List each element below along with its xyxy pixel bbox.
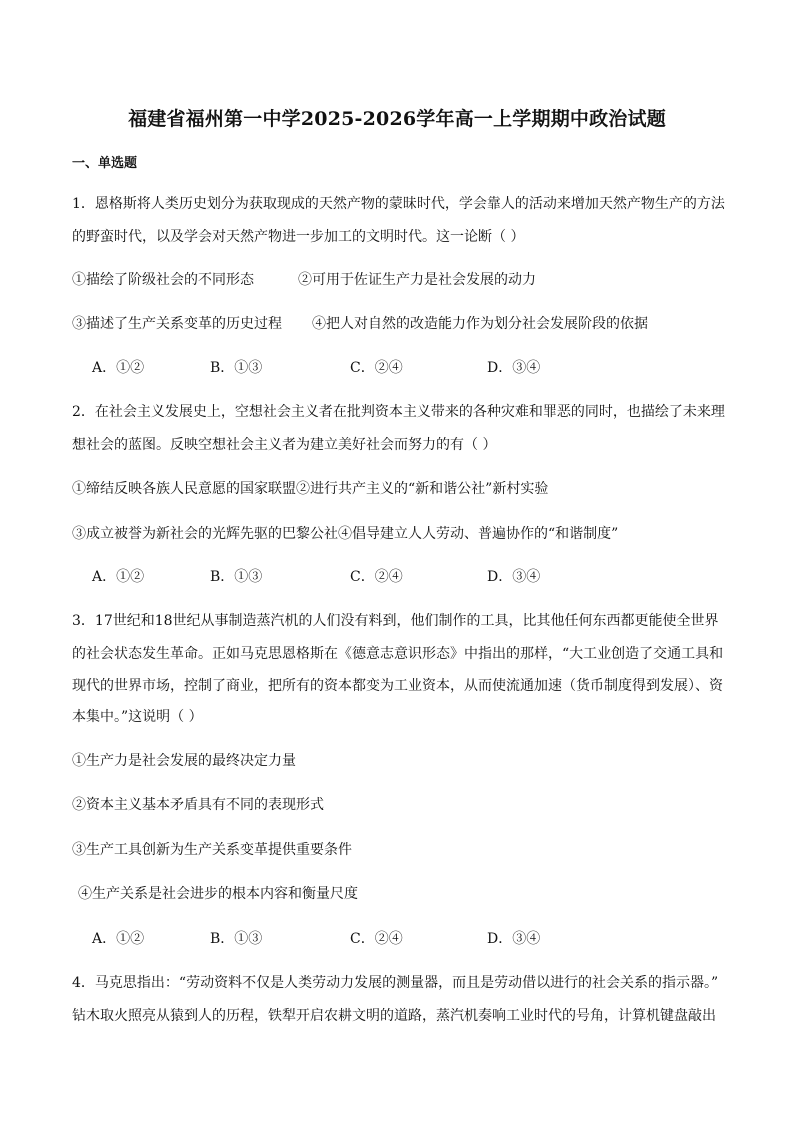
q1-statements-row-1 <box>72 270 724 290</box>
q1-statement-3: ③描述了生产关系变革的历史过程 <box>72 316 282 332</box>
q3-statement-3: ③生产工具创新为生产关系变革提供重要条件 <box>72 842 352 858</box>
q1-statement-1: ①描绘了阶级社会的不同形态 <box>72 272 254 288</box>
q1-statements-row-2 <box>72 314 724 334</box>
page-title: 福建省福州第一中学2025-2026学年高一上学期期中政治试题 <box>128 108 666 130</box>
q1-option-b[interactable]: B．①③ <box>210 360 263 376</box>
q3-statement-4: ④生产关系是社会进步的根本内容和衡量尺度 <box>78 886 358 902</box>
q2-stem-line-2: 想社会的蓝图。反映空想社会主义者为建立美好社会而努力的有（ ） <box>72 437 497 453</box>
q3-option-d[interactable]: D．③④ <box>487 931 541 947</box>
q3-option-a[interactable]: A．①② <box>92 931 145 947</box>
section-heading: 一、单选题 <box>72 156 138 171</box>
q2-statements-row-1: ①缔结反映各族人民意愿的国家联盟②进行共产主义的“新和谐公社”新村实验 <box>72 481 549 497</box>
q2-option-d[interactable]: D．③④ <box>487 569 541 585</box>
q3-option-b[interactable]: B．①③ <box>210 931 263 947</box>
q1-option-d[interactable]: D．③④ <box>487 360 541 376</box>
q4-stem-line-1: 4．马克思指出：“劳动资料不仅是人类劳动力发展的测量器，而且是劳动借以进行的社会关系的指示器。” <box>72 975 719 991</box>
q2-option-b[interactable]: B．①③ <box>210 569 263 585</box>
q4-stem-line-2: 钻木取火照亮从猿到人的历程，铁犁开启农耕文明的道路，蒸汽机奏响工业时代的号角，计算机键盘敲出 <box>72 1008 716 1024</box>
q3-stem-line-3: 现代的世界市场，控制了商业，把所有的资本都变为工业资本，从而使流通加速（货币制度得到发展）、资 <box>72 678 723 694</box>
q2-option-c[interactable]: C．②④ <box>350 569 403 585</box>
q1-statement-2: ②可用于佐证生产力是社会发展的动力 <box>298 272 536 288</box>
q3-statement-1: ①生产力是社会发展的最终决定力量 <box>72 753 296 769</box>
q2-stem-line-1: 2．在社会主义发展史上，空想社会主义者在批判资本主义带来的各种灾难和罪恶的同时，也描绘了未来理 <box>72 404 725 420</box>
q3-stem-line-4: 本集中。”这说明（ ） <box>72 709 203 725</box>
q1-stem-line-1: 1．恩格斯将人类历史划分为获取现成的天然产物的蒙昧时代，学会靠人的活动来增加天然产物生产的方法 <box>72 196 725 212</box>
q3-stem-line-2: 的社会状态发生革命。正如马克思恩格斯在《德意志意识形态》中指出的那样，“大工业创造了交通工具和 <box>72 646 724 662</box>
q3-option-c[interactable]: C．②④ <box>350 931 403 947</box>
q3-statement-2: ②资本主义基本矛盾具有不同的表现形式 <box>72 797 324 813</box>
q1-stem-line-2: 的野蛮时代，以及学会对天然产物进一步加工的文明时代。这一论断（ ） <box>72 229 525 245</box>
q1-option-c[interactable]: C．②④ <box>350 360 403 376</box>
q2-option-a[interactable]: A．①② <box>92 569 145 585</box>
q3-stem-line-1: 3．17世纪和18世纪从事制造蒸汽机的人们没有料到，他们制作的工具，比其他任何东西都更能使全世界 <box>72 613 719 629</box>
q1-option-a[interactable]: A．①② <box>92 360 145 376</box>
q2-statements-row-2: ③成立被誉为新社会的光辉先驱的巴黎公社④倡导建立人人劳动、普遍协作的“和谐制度” <box>72 526 619 542</box>
q1-statement-4: ④把人对自然的改造能力作为划分社会发展阶段的依据 <box>312 316 648 332</box>
